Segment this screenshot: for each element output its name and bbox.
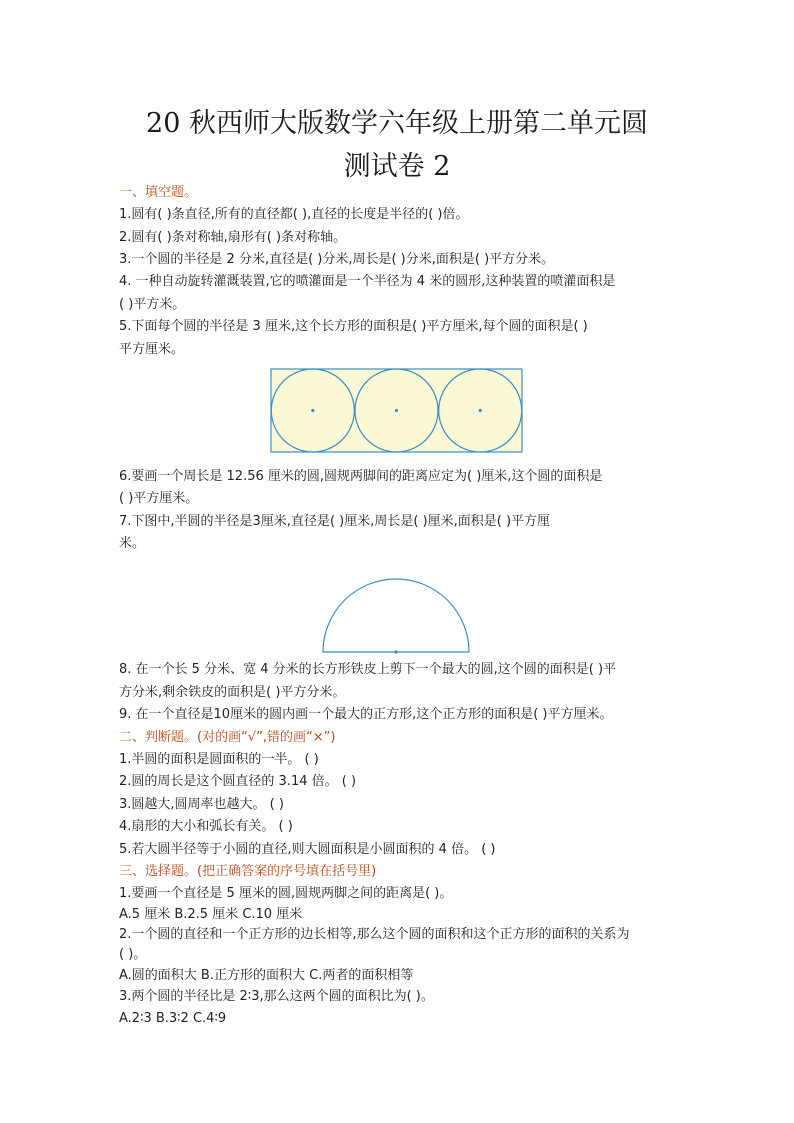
question-line: 8. 在一个长 5 分米、宽 4 分米的长方形铁皮上剪下一个最大的圆,这个圆的面积是( )平 xyxy=(119,662,617,677)
semicircle-figure xyxy=(320,576,472,656)
title-line-1: 20 秋西师大版数学六年级上册第二单元圆 xyxy=(146,108,648,139)
section-heading-fill-blank: 一、填空题。 xyxy=(119,185,198,200)
question-line: 3.两个圆的半径比是 2∶3,那么这两个圆的面积比为( )。 xyxy=(119,989,434,1004)
question-line: 米。 xyxy=(119,536,146,551)
question-line: 5.若大圆半径等于小圆的直径,则大圆面积是小圆面积的 4 倍。 ( ) xyxy=(119,842,496,857)
question-line: 方分米,剩余铁皮的面积是( )平方分米。 xyxy=(119,685,346,700)
question-line: 2.一个圆的直径和一个正方形的边长相等,那么这个圆的面积和这个正方形的面积的关系为 xyxy=(119,927,630,942)
question-line: 9. 在一个直径是10厘米的圆内画一个最大的正方形,这个正方形的面积是( )平方厘米。 xyxy=(119,707,613,722)
question-line: 5.下面每个圆的半径是 3 厘米,这个长方形的面积是( )平方厘米,每个圆的面积是( ) xyxy=(119,319,588,334)
question-line: 6.要画一个周长是 12.56 厘米的圆,圆规两脚间的距离应定为( )厘米,这个圆的面积是 xyxy=(119,469,603,484)
question-line: 1.半圆的面积是圆面积的一半。 ( ) xyxy=(119,752,319,767)
circle-center-dot xyxy=(311,409,314,412)
question-line: ( )平方米。 xyxy=(119,297,186,312)
question-line: 1.圆有( )条直径,所有的直径都( ),直径的长度是半径的( )倍。 xyxy=(119,207,469,222)
question-line: 平方厘米。 xyxy=(119,342,185,357)
circle-center-dot xyxy=(479,409,482,412)
question-line: ( )。 xyxy=(119,947,147,962)
section-heading-true-false: 二、判断题。(对的画“√”,错的画“×”) xyxy=(119,730,336,745)
circle-center-dot xyxy=(395,409,398,412)
answer-options: A.2∶3 B.3∶2 C.4∶9 xyxy=(119,1011,227,1026)
answer-options: A.圆的面积大 B.正方形的面积大 C.两者的面积相等 xyxy=(119,968,414,983)
semicircle-center-dot xyxy=(394,650,397,653)
question-line: 7.下图中,半圆的半径是3厘米,直径是( )厘米,周长是( )厘米,面积是( )平方厘 xyxy=(119,514,551,529)
question-line: 2.圆的周长是这个圆直径的 3.14 倍。 ( ) xyxy=(119,774,357,789)
section-heading-multiple-choice: 三、选择题。(把正确答案的序号填在括号里) xyxy=(119,864,377,879)
semicircle-shape xyxy=(323,579,469,652)
question-line: ( )平方厘米。 xyxy=(119,491,199,506)
title-line-2: 测试卷 2 xyxy=(343,151,451,182)
question-line: 1.要画一个直径是 5 厘米的圆,圆规两脚之间的距离是( )。 xyxy=(119,886,453,901)
three-circles-in-rectangle-figure xyxy=(270,368,524,454)
question-line: 4. 一种自动旋转灌溉装置,它的喷灌面是一个半径为 4 米的圆形,这种装置的喷灌面积是 xyxy=(119,274,616,289)
question-line: 3.一个圆的半径是 2 分米,直径是( )分米,周长是( )分米,面积是( )平方分米。 xyxy=(119,252,555,267)
question-line: 4.扇形的大小和弧长有关。 ( ) xyxy=(119,819,293,834)
answer-options: A.5 厘米 B.2.5 厘米 C.10 厘米 xyxy=(119,907,303,922)
question-line: 2.圆有( )条对称轴,扇形有( )条对称轴。 xyxy=(119,230,347,245)
question-line: 3.圆越大,圆周率也越大。 ( ) xyxy=(119,797,284,812)
